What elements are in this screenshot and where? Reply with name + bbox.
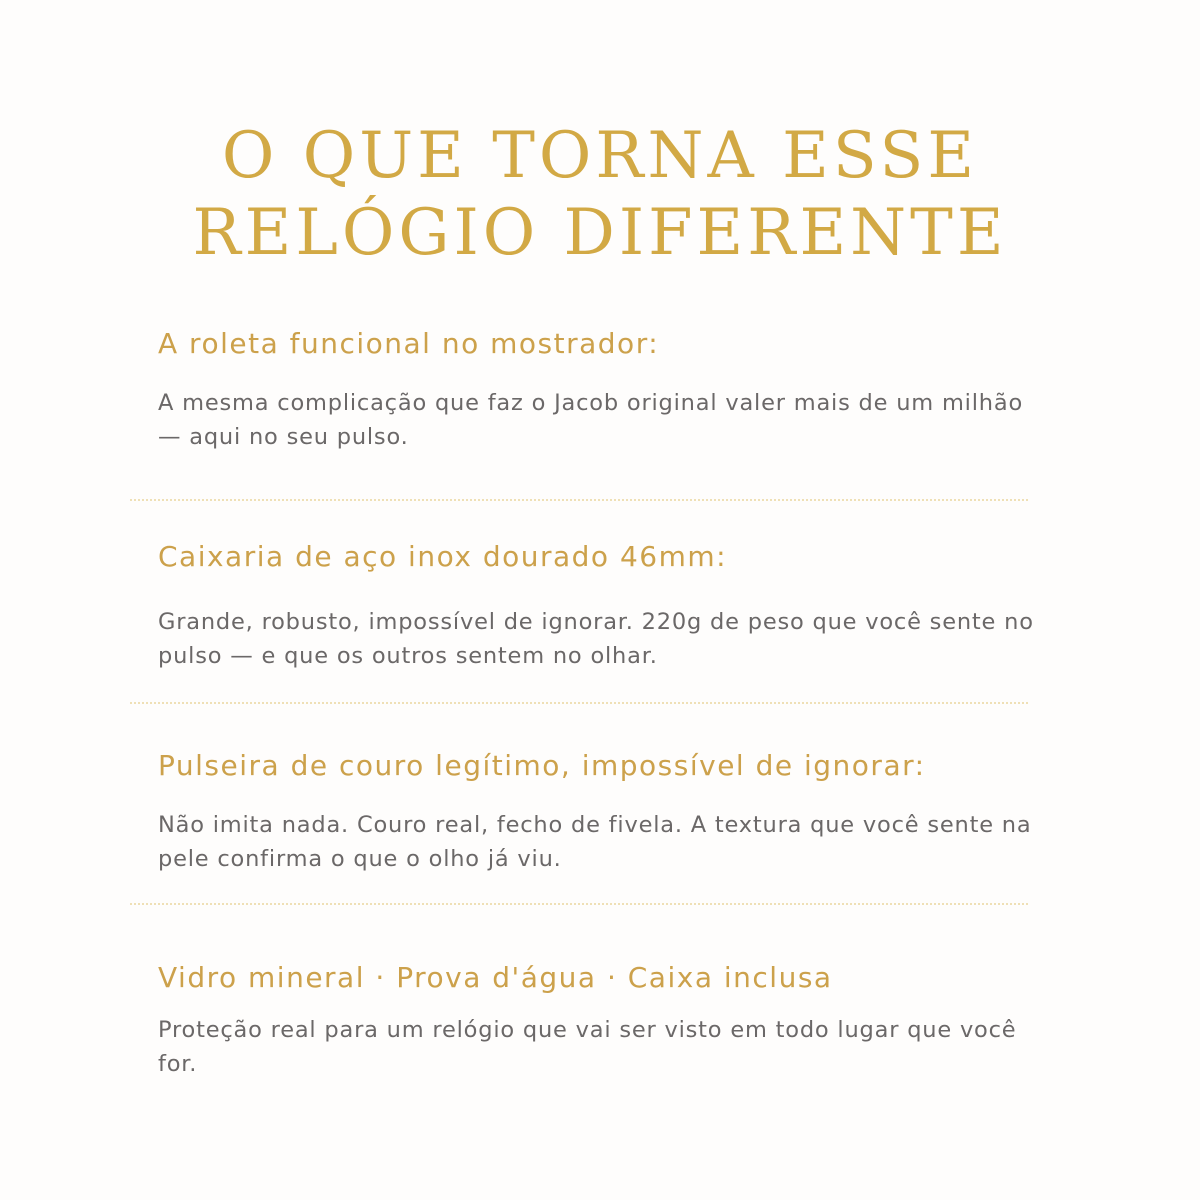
page-title-line-1: O QUE TORNA ESSE — [221, 119, 979, 193]
page-title — [0, 118, 1200, 272]
section-divider — [130, 702, 1028, 704]
feature-heading: Caixaria de aço inox dourado 46mm: — [158, 540, 728, 573]
feature-heading: A roleta funcional no mostrador: — [158, 327, 660, 360]
feature-description: Não imita nada. Couro real, fecho de fivela. A textura que você sente na pele confirma o que o olho já viu. — [158, 812, 1032, 872]
feature-heading: Vidro mineral · Prova d'água · Caixa inclusa — [158, 961, 833, 994]
feature-description: Grande, robusto, impossível de ignorar. 220g de peso que você sente no pulso — e que os outros sentem no olhar. — [158, 609, 1034, 669]
section-divider — [130, 499, 1028, 501]
feature-description: A mesma complicação que faz o Jacob original valer mais de um milhão — aqui no seu pulso. — [158, 390, 1024, 450]
feature-heading: Pulseira de couro legítimo, impossível de ignorar: — [158, 749, 926, 782]
section-divider — [130, 903, 1028, 905]
feature-description: Proteção real para um relógio que vai ser visto em todo lugar que você for. — [158, 1017, 1017, 1077]
page-title-line-2: RELÓGIO DIFERENTE — [192, 196, 1008, 270]
